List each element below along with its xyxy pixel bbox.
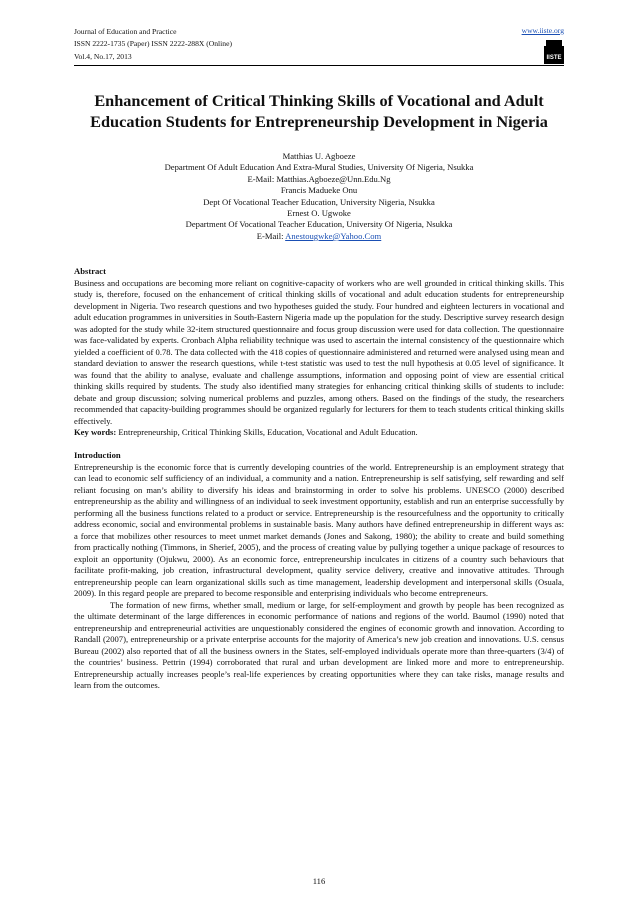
author-line: Francis Madueke Onu bbox=[280, 185, 358, 196]
keywords-line bbox=[74, 427, 564, 439]
website-link[interactable]: www.iiste.org bbox=[521, 26, 564, 35]
intro-paragraph-1: Entrepreneurship is the economic force that is currently developing countries of the world. Entrepreneurship is an employment strategy that can lead to economic self sufficiency of an individual, a community and a nation. Entrepreneurship is self satisfying, self rewarding and self reliant focusing on man’s ability to diversify his ideas and brainstorming in order to solve his problems. UNESCO (2000) described entrepreneurship as the ability and willingness of an individual to seek investment opportunity, establish and run an enterprise successfully by performing all the business functions related to a product or service. Entrepreneurship is the resourcefulness and the opportunity to critically address economic, social and environmental problems in sustainable basis. Many authors have defined entrepreneurship in different ways as: a force that mobilizes other resources to meet unmet market demands (Jones and Sakong, 1980); the ability to create and build something from practically nothing (Timmons, in Sherief, 2005), and the process of creating value by pullying together a unique package of resources to exploit an opportunity (Ojukwu, 2000). As an economic force, entrepreneurship inculcates in citizens of a country such behaviours that facilitate profit-making, job creation, infrastructural development, quality service delivery, creative and innovative attitudes. Through entrepreneurship people can learn organizational skills such as time management, leadership development and interpersonal skills (Osuala, 2009). In this regard people are prepared to become responsible and enterprising individuals who become entrepreneurs. bbox=[74, 461, 564, 598]
email-link[interactable]: Anestougwke@Yahoo.Com bbox=[285, 230, 382, 241]
issn-line: ISSN 2222-1735 (Paper) ISSN 2222-288X (Online) bbox=[74, 39, 232, 49]
affiliation-line: Dept Of Vocational Teacher Education, University Nigeria, Nsukka bbox=[203, 196, 435, 207]
page-number: 116 bbox=[312, 876, 326, 886]
paper-title: Enhancement of Critical Thinking Skills of Vocational and Adult Education Students for Entrepreneurship Development in Nigeria bbox=[90, 91, 548, 131]
email-prefix: E-Mail: bbox=[256, 230, 286, 241]
volume-line: Vol.4, No.17, 2013 bbox=[74, 51, 132, 61]
keywords-label: Key words: bbox=[74, 427, 117, 437]
email-line: E-Mail: Matthias.Agboeze@Unn.Edu.Ng bbox=[247, 173, 391, 184]
intro-paragraph-2: The formation of new firms, whether small, medium or large, for self-employment and growth by people has been recognized as the ultimate determinant of the large differences in economic performance of nations and regions of the world. Baumol (1990) noted that entrepreneurship and entrepreneurial activities are unquestionably considered the engines of economic growth and innovation. According to Randall (2007), entrepreneurship or a private enterprise accounts for the majority of America’s new job creation and innovations. U.S. census Bureau (2002) also reported that of all the business owners in the States, self-employed individuals operate more than three-quarters (3/4) of the countries’ business. Pettrin (1994) corroborated that rural and urban development are linked more and more to entrepreneurship. Entrepreneurship actually increases people’s real-life experiences by creating opportunities where they can take risks, manage results and learn from the outcomes. bbox=[74, 599, 564, 690]
header-divider bbox=[74, 65, 564, 66]
iiste-logo-icon bbox=[544, 40, 564, 64]
abstract-heading: Abstract bbox=[74, 266, 106, 276]
email-line bbox=[60, 231, 578, 242]
logo-text: IISTE bbox=[546, 55, 562, 61]
author-block bbox=[60, 151, 578, 242]
author-line: Ernest O. Ugwoke bbox=[287, 208, 351, 219]
introduction-heading: Introduction bbox=[74, 450, 121, 460]
abstract-text: Business and occupations are becoming more reliant on cognitive-capacity of workers who are well grounded in critical thinking skills. This study is, therefore, focused on the enhancement of critical thinking skills of vocational and adult education students for entrepreneurship development in Nigeria. Two research questions and two hypotheses guided the study. Four hundred and eighteen lecturers in vocational and adult education programmes in universities in South-Eastern Nigeria made up the population for the study. Descriptive survey research design was adopted for the study while 32-item structured questionnaire and focus group discussion were used for data collection. The questionnaire was face-validated by experts. Cronbach Alpha reliability technique was used to ascertain the internal consistency of the questionnaire which yielded a coefficient of 0.78. The data collected with the 418 copies of questionnaire administered and returned were analysed using mean and standard deviation to answer the research questions, while t-test statistic was used to test the null hypothesis at 0.05 level of significance. It was found that the ability to analyse, evaluate and challenge assumptions, information and opposing point of view are essential critical thinking skills required by students. The study also identified many strategies for enhancing critical thinking skills of students to include: debate and group discussion; solving numerical problems and puzzles, among others. Based on the findings of the study, the researchers recommended that capacity-building programmes should be organized regularly for lecturers for them to teach students critical thinking skills effectively. bbox=[74, 277, 564, 426]
article-body bbox=[74, 266, 564, 692]
running-header bbox=[74, 26, 564, 63]
affiliation-line: Department Of Adult Education And Extra-Mural Studies, University Of Nigeria, Nsukka bbox=[164, 162, 474, 173]
journal-name: Journal of Education and Practice bbox=[74, 27, 177, 36]
keywords-text: Entrepreneurship, Critical Thinking Skills, Education, Vocational and Adult Education. bbox=[116, 427, 418, 437]
author-line: Matthias U. Agboeze bbox=[282, 151, 356, 161]
affiliation-line: Department Of Vocational Teacher Education, University Of Nigeria, Nsukka bbox=[185, 219, 453, 230]
